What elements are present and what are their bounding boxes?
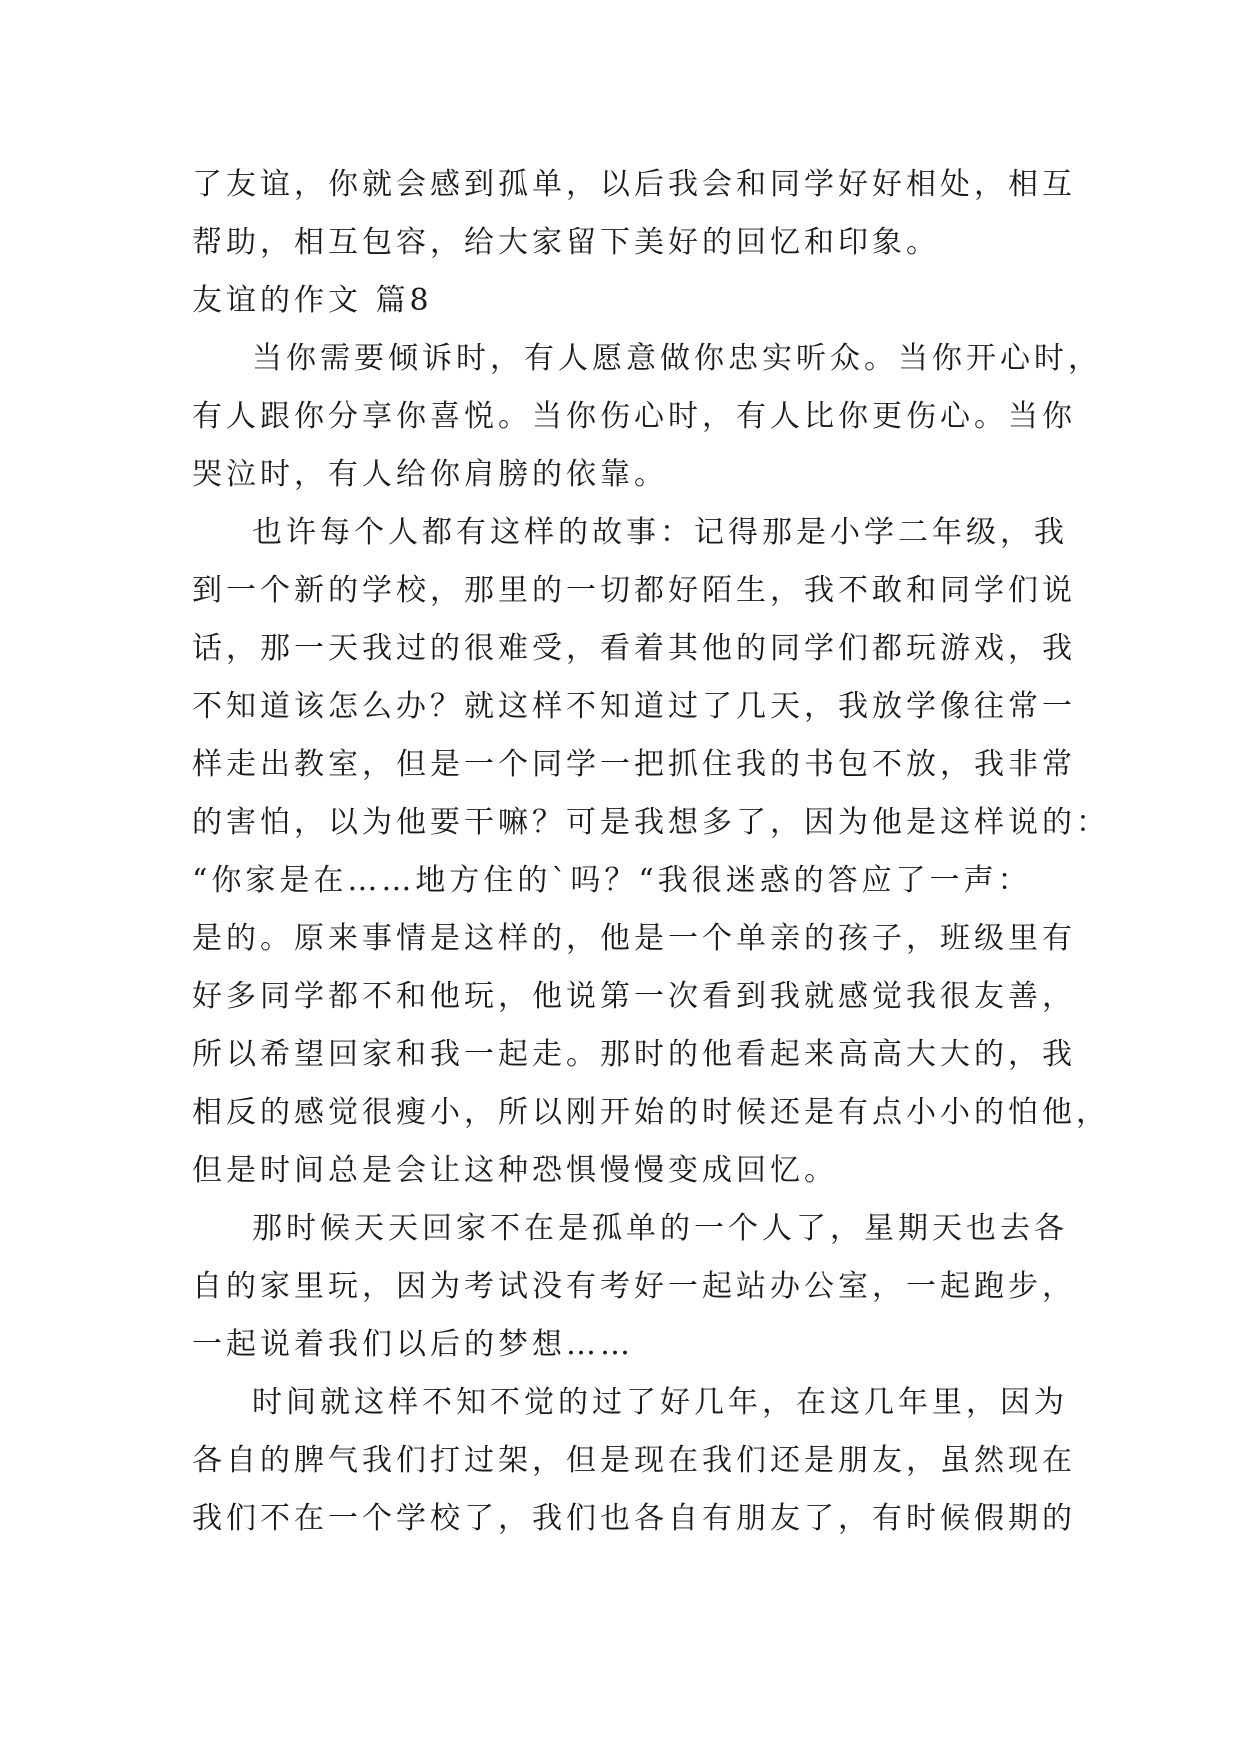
- text-line: 好多同学都不和他玩，他说第一次看到我就感觉我很友善，: [192, 979, 1076, 1014]
- text-line: 相反的感觉很瘦小，所以刚开始的时候还是有点小小的怕他，: [192, 1095, 1110, 1130]
- section-heading: 友谊的作文 篇8: [192, 283, 433, 318]
- text-line: 的害怕，以为他要干嘛？可是我想多了，因为他是这样说的：: [192, 805, 1110, 840]
- text-line: 那时候天天回家不在是孤单的一个人了，星期天也去各: [252, 1211, 1068, 1246]
- text-line: 哭泣时，有人给你肩膀的依靠。: [192, 457, 668, 492]
- text-line: 是的。原来事情是这样的，他是一个单亲的孩子，班级里有: [192, 921, 1076, 956]
- text-line: 我们不在一个学校了，我们也各自有朋友了，有时候假期的: [192, 1501, 1076, 1536]
- text-line: 时间就这样不知不觉的过了好几年，在这几年里，因为: [252, 1385, 1068, 1420]
- text-line: 样走出教室，但是一个同学一把抓住我的书包不放，我非常: [192, 747, 1076, 782]
- text-line: 帮助，相互包容，给大家留下美好的回忆和印象。: [192, 225, 940, 260]
- text-line: 到一个新的学校，那里的一切都好陌生，我不敢和同学们说: [192, 573, 1076, 608]
- text-line: 有人跟你分享你喜悦。当你伤心时，有人比你更伤心。当你: [192, 399, 1076, 434]
- text-line: 话，那一天我过的很难受，看着其他的同学们都玩游戏，我: [192, 631, 1076, 666]
- text-line: 了友谊，你就会感到孤单，以后我会和同学好好相处，相互: [192, 167, 1076, 202]
- text-line: 各自的脾气我们打过架，但是现在我们还是朋友，虽然现在: [192, 1443, 1076, 1478]
- text-line: 自的家里玩，因为考试没有考好一起站办公室，一起跑步，: [192, 1269, 1076, 1304]
- text-line: 但是时间总是会让这种恐惧慢慢变成回忆。: [192, 1153, 838, 1188]
- text-line: 所以希望回家和我一起走。那时的他看起来高高大大的，我: [192, 1037, 1076, 1072]
- text-line: 也许每个人都有这样的故事：记得那是小学二年级，我: [252, 515, 1068, 550]
- text-line: 当你需要倾诉时，有人愿意做你忠实听众。当你开心时，: [252, 341, 1102, 376]
- text-line: 不知道该怎么办？就这样不知道过了几天，我放学像往常一: [192, 689, 1076, 724]
- text-line: “你家是在……地方住的`吗？“我很迷惑的答应了一声：: [192, 863, 1032, 898]
- text-line: 一起说着我们以后的梦想……: [192, 1327, 634, 1362]
